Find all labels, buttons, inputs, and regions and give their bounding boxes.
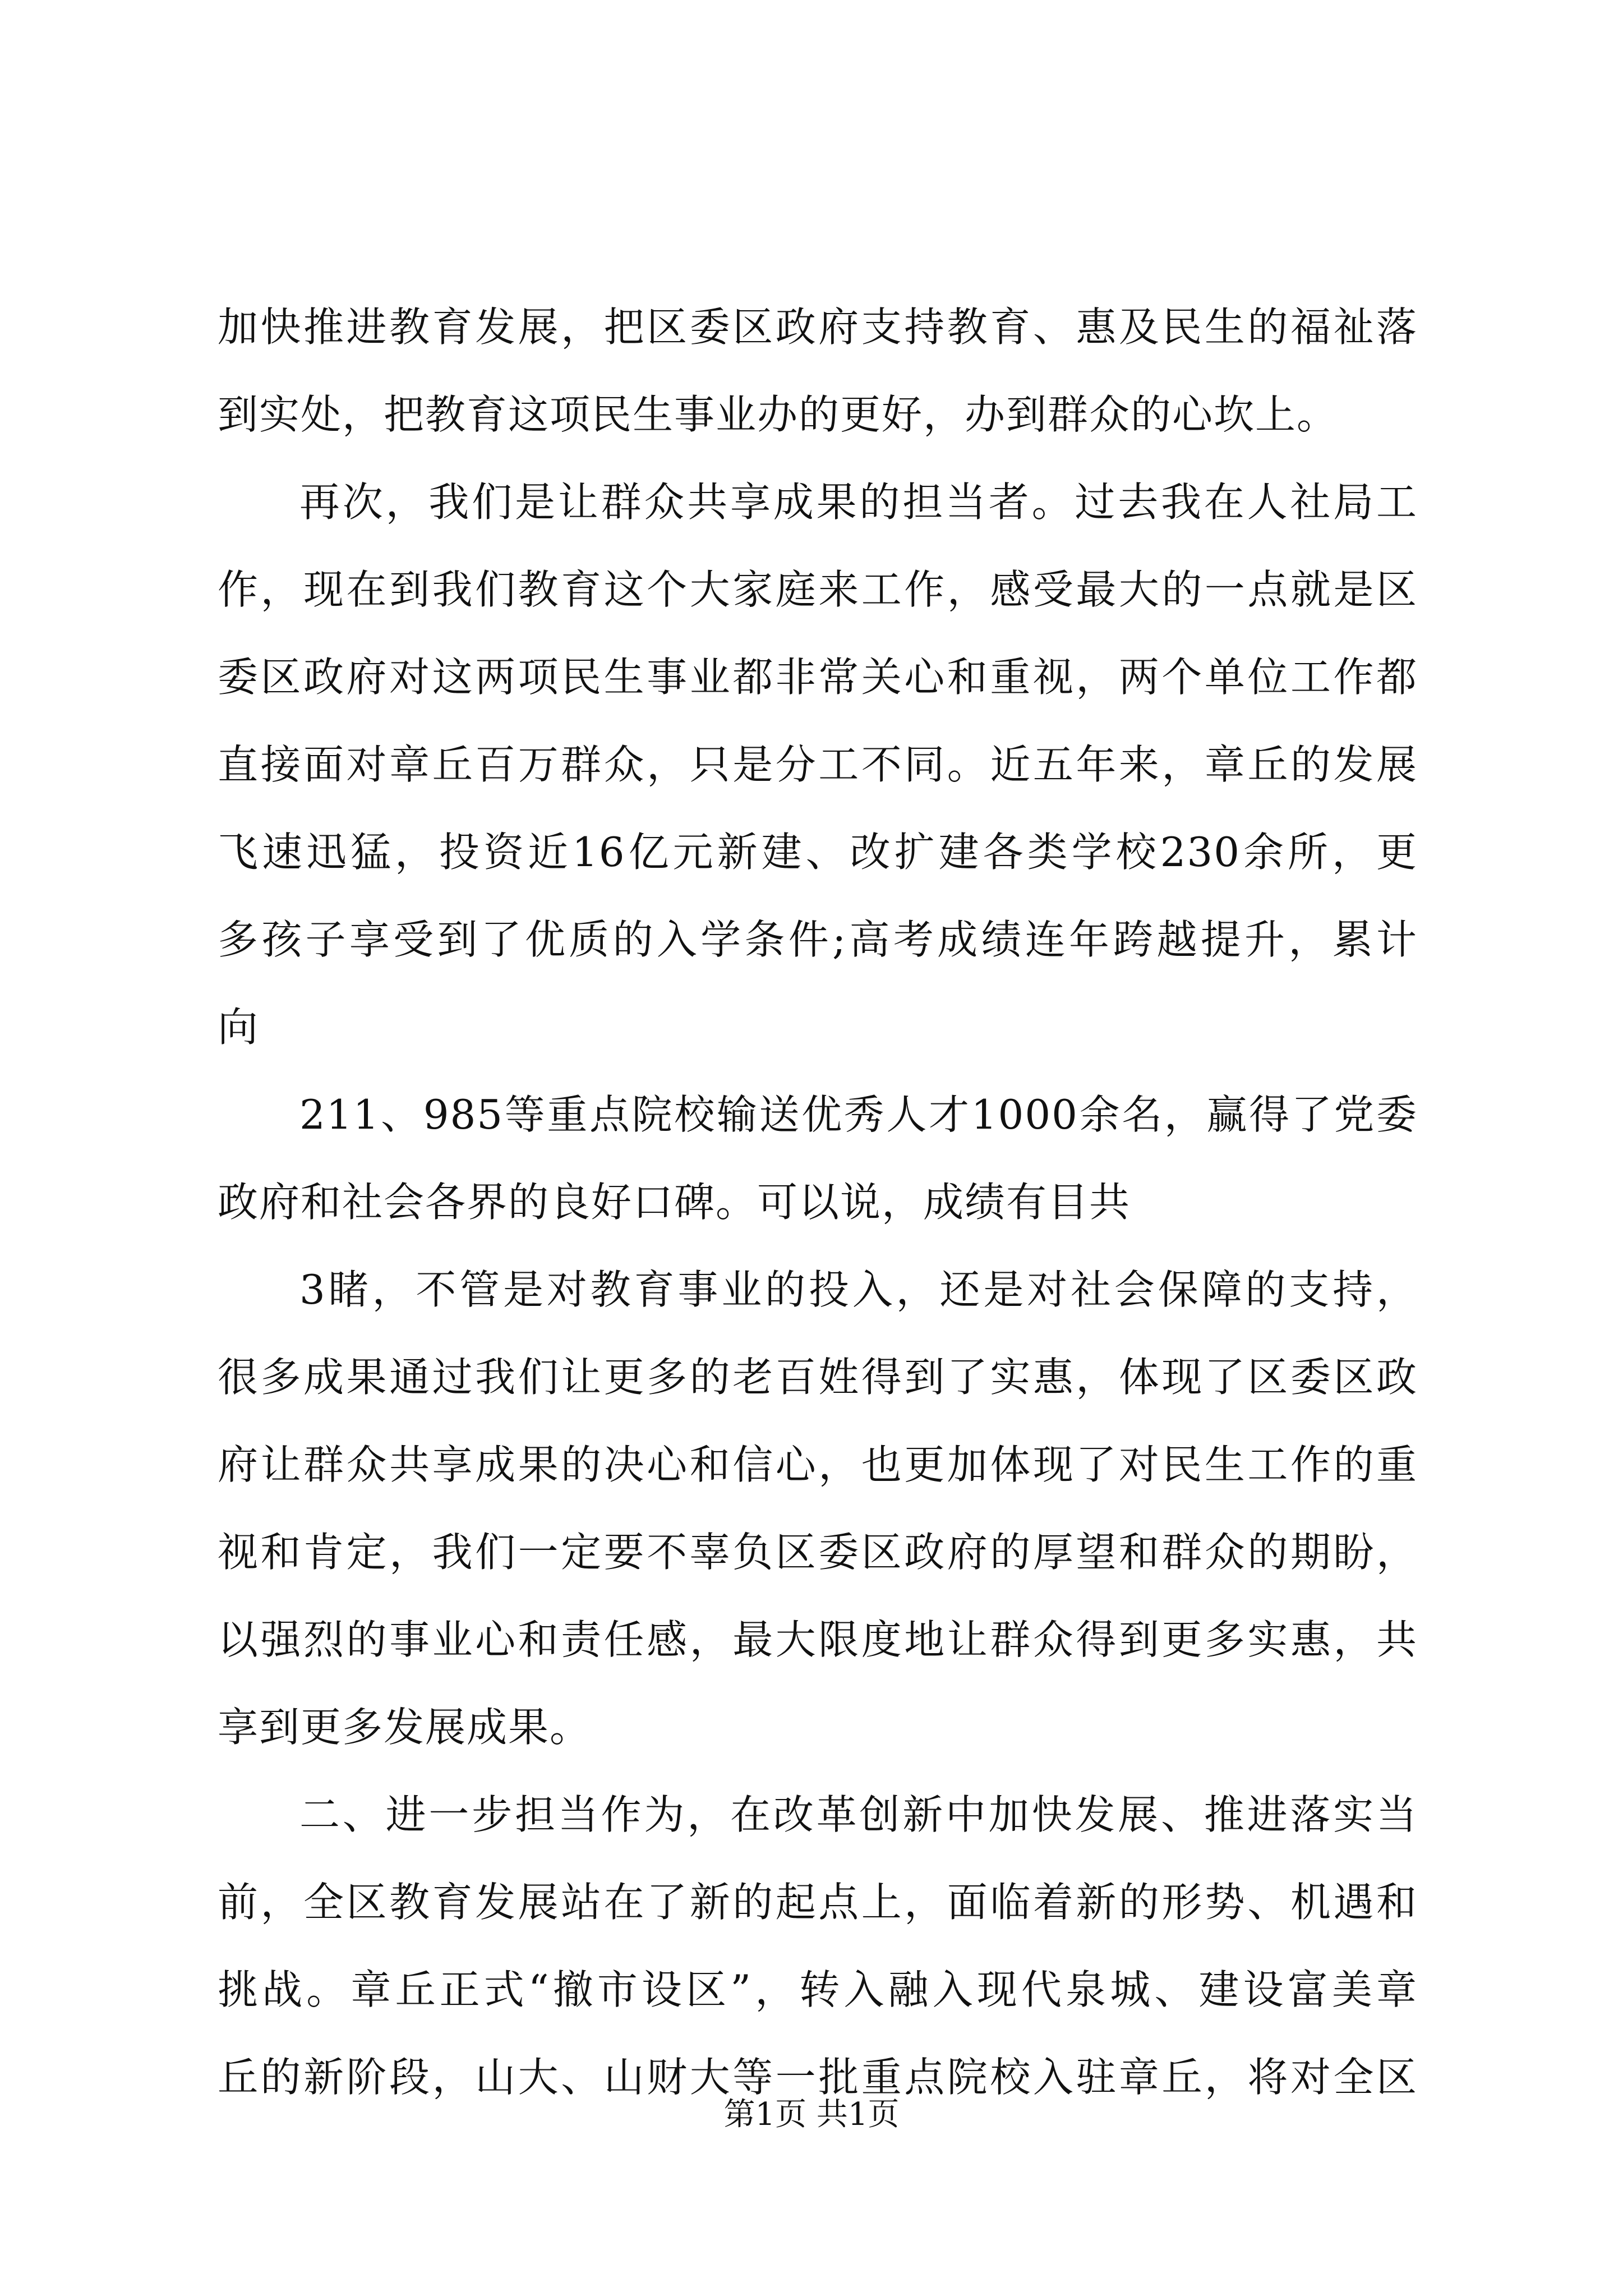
text-line: 府让群众共享成果的决心和信心，也更加体现了对民生工作的重 xyxy=(218,1441,1418,1488)
text-line: 很多成果通过我们让更多的老百姓得到了实惠，体现了区委区政 xyxy=(218,1354,1418,1401)
text-line: 直接面对章丘百万群众，只是分工不同。近五年来，章丘的发展 xyxy=(218,741,1418,788)
text-line: 丘的新阶段，山大、山财大等一批重点院校入驻章丘，将对全区 xyxy=(218,2054,1418,2101)
text-line: 飞速迅猛，投资近16亿元新建、改扩建各类学校230余所，更 xyxy=(218,829,1418,876)
text-line: 再次，我们是让群众共享成果的担当者。过去我在人社局工 xyxy=(299,478,1418,526)
text-line: 加快推进教育发展，把区委区政府支持教育、惠及民生的福祉落 xyxy=(218,303,1418,351)
text-line: 多孩子享受到了优质的入学条件;高考成绩连年跨越提升，累计 xyxy=(218,916,1418,963)
text-line: 二、进一步担当作为，在改革创新中加快发展、推进落实当 xyxy=(299,1791,1418,1838)
page-footer: 第1页 共1页 xyxy=(723,2096,900,2133)
text-line: 政府和社会各界的良好口碑。可以说，成绩有目共 xyxy=(218,1179,1131,1226)
text-line: 到实处，把教育这项民生事业办的更好，办到群众的心坎上。 xyxy=(218,391,1339,438)
text-line: 前，全区教育发展站在了新的起点上，面临着新的形势、机遇和 xyxy=(218,1879,1418,1926)
text-line: 享到更多发展成果。 xyxy=(218,1704,592,1751)
document-body xyxy=(218,283,1418,2121)
text-line: 作，现在到我们教育这个大家庭来工作，感受最大的一点就是区 xyxy=(218,566,1418,613)
text-line: 3睹，不管是对教育事业的投入，还是对社会保障的支持， xyxy=(299,1266,1418,1313)
text-line: 向 xyxy=(218,1004,260,1051)
text-line: 211、985等重点院校输送优秀人才1000余名，赢得了党委 xyxy=(299,1091,1418,1138)
text-line: 以强烈的事业心和责任感，最大限度地让群众得到更多实惠，共 xyxy=(218,1616,1418,1663)
text-line: 挑战。章丘正式“撤市设区”，转入融入现代泉城、建设富美章 xyxy=(218,1966,1418,2013)
text-line: 委区政府对这两项民生事业都非常关心和重视，两个单位工作都 xyxy=(218,654,1418,701)
text-line: 视和肯定，我们一定要不辜负区委区政府的厚望和群众的期盼， xyxy=(218,1529,1418,1576)
